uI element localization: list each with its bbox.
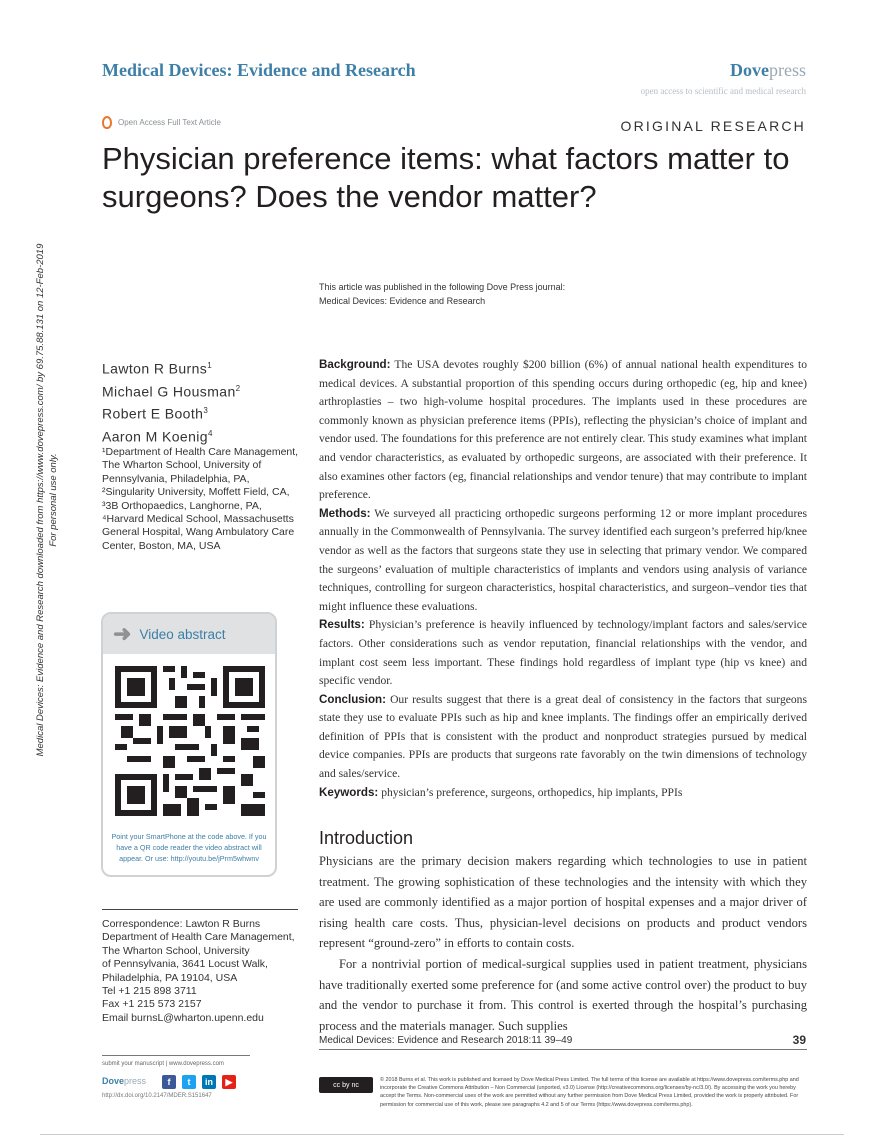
submit-link[interactable]: submit your manuscript | www.dovepress.com bbox=[102, 1061, 224, 1067]
author: Michael G Housman$^2$ bbox=[102, 383, 241, 400]
author: Aaron M Koenig$^4$ bbox=[102, 428, 213, 445]
correspondence bbox=[102, 918, 302, 1025]
publisher-name-a: Dove bbox=[730, 60, 769, 80]
article-type: ORIGINAL RESEARCH bbox=[620, 118, 806, 134]
article-title: Physician preference items: what factors matter to surgeons? Does the vendor matter? bbox=[102, 141, 790, 214]
correspondence-line: Tel +1 215 898 3711 bbox=[102, 985, 197, 998]
divider bbox=[319, 1049, 807, 1050]
author-list bbox=[102, 356, 241, 447]
divider bbox=[102, 909, 298, 910]
doi-link[interactable]: http://dx.doi.org/10.2147/MDER.S151647 bbox=[102, 1093, 212, 1099]
affiliations: ¹Department of Health Care Management, The Wharton School, University of Pennsylvania, Philadelphia, PA, ²Singularity University, Moffett Field, CA, ³3B Orthopaedics, Langhorne, PA, ⁴Harvard Medical School, Massachusetts General Hospital, Wang Ambulatory Care Center, Boston, MA, USA bbox=[102, 446, 299, 552]
linkedin-icon[interactable]: in bbox=[202, 1075, 216, 1089]
publisher-name-b: press bbox=[769, 60, 806, 80]
abstract-keywords: Keywords: physician’s preference, surgeons, orthopedics, hip implants, PPIs bbox=[319, 785, 683, 799]
youtube-icon[interactable]: ▶ bbox=[222, 1075, 236, 1089]
video-abstract-note: Point your SmartPhone at the code above. If you have a QR code reader the video abstract will appear. Or use: http://youtu.be/jPrm5whwnv bbox=[111, 832, 267, 863]
social-links bbox=[162, 1075, 236, 1089]
open-access-text: Open Access Full Text Article bbox=[118, 118, 222, 127]
footer-publisher-logo[interactable]: Dovepress bbox=[102, 1076, 147, 1086]
video-abstract-box[interactable] bbox=[101, 612, 277, 877]
correspondence-line: of Pennsylvania, 3641 Locust Walk, bbox=[102, 958, 268, 971]
correspondence-line: The Wharton School, University bbox=[102, 944, 250, 957]
paragraph: For a nontrivial portion of medical-surgical supplies used in patient treatment, physicians have traditionally exerted some preference for (and some active control over) the product to buy and the vendor to purchase it from. This control is exerted through the hospital’s purchasing process and the materials manager. Such supplies bbox=[319, 956, 807, 1033]
abstract-methods: Methods: We surveyed all practicing orthopedic surgeons performing 12 or more implant procedures annually in the Commonwealth of Pennsylvania. The survey identified each surgeon’s preferred hip/knee vendor as well as the factors that surgeons state they use in selecting that primary vendor. We compared the surgeons’ evaluation of multiple characteristics of implants and vendors using analysis of variance techniques, controlling for surgeon characteristics, hospital characteristics, and surgeon–vendor ties that might influence these evaluations. bbox=[319, 506, 807, 613]
publisher-logo[interactable] bbox=[730, 60, 806, 81]
publication-note bbox=[319, 280, 565, 308]
facebook-icon[interactable]: f bbox=[162, 1075, 176, 1089]
license-text: © 2018 Burns et al. This work is published and licensed by Dove Medical Press Limited. The full terms of this license are available at https://www.dovepress.com/terms.php and incorporate the Creative Commons Attribution – Non Commercial (unported, v3.0) License (http://creativecommons.org/licenses/by-nc/3.0/). By accessing the work you hereby accept the Terms. Non-commercial uses of the work are permitted without any further permission from Dove Medical Press Limited, provided the work is properly attributed. For permission for commercial use of this work, please see paragraphs 4.2 and 5 of our Terms (https://www.dovepress.com/terms.php). bbox=[380, 1077, 799, 1108]
introduction-text bbox=[319, 851, 807, 1036]
abstract bbox=[319, 356, 807, 802]
divider bbox=[40, 1134, 844, 1135]
video-abstract-title: Video abstract bbox=[139, 626, 226, 642]
open-access-label bbox=[102, 116, 221, 129]
qr-code-icon[interactable] bbox=[115, 666, 265, 816]
paragraph: Physicians are the primary decision makers regarding which technologies to use in patient treatment. The growing sophistication of these technologies and the intensity with which they are used are commonly identified as a major portion of hospital expenses and a major driver of rising health care costs. Thus, physician-level decisions on products and product vendors represent “ground-zero” in efforts to contain costs. bbox=[319, 854, 807, 951]
correspondence-line: Philadelphia, PA 19104, USA bbox=[102, 971, 238, 984]
abstract-background: Background: The USA devotes roughly $200 billion (6%) of annual national health expenditures to medical devices. A substantial proportion of this spending occurs during orthopedic (eg, hip and knee) arthroplasties – two high-volume hospital procedures. The implants used in these procedures are commonly known as physician preference items (PPIs), reflecting the physician’s choice of implant and vendor used. The foundations for this preference are not entirely clear. This study examines what implant and vendor characteristics, as evaluated by orthopedic surgeons, are associated with their preference. It also examines other factors (eg, financial relationships and vendor tenure) that may contribute to implant preference. bbox=[319, 358, 808, 502]
download-note-line1: Medical Devices: Evidence and Research downloaded from https://www.dovepress.com/ by 69.75.88.131 on 12-Feb-2019 bbox=[35, 243, 46, 757]
author: Lawton R Burns$^1$ bbox=[102, 360, 213, 377]
journal-name: Medical Devices: Evidence and Research bbox=[102, 60, 416, 80]
abstract-results: Results: Physician’s preference is heavily influenced by technology/implant factors and sales/service factors. Other considerations such as vendor reputation, financial relationships with the vendor, and implant cost seem less important. These findings hold regardless of implant type (hip vs knee) and specific vendor. bbox=[319, 618, 808, 688]
author: Robert E Booth$^3$ bbox=[102, 405, 209, 422]
download-note-line2: For personal use only. bbox=[48, 453, 59, 547]
publication-note-line1: This article was published in the following Dove Press journal: bbox=[319, 282, 566, 292]
download-note bbox=[34, 190, 66, 810]
correspondence-line: Department of Health Care Management, bbox=[102, 931, 295, 944]
correspondence-line: Fax +1 215 573 2157 bbox=[102, 998, 202, 1011]
open-access-icon bbox=[102, 116, 112, 129]
divider bbox=[102, 1055, 250, 1056]
cc-license-icon[interactable]: cc by nc bbox=[319, 1077, 373, 1093]
abstract-conclusion: Conclusion: Our results suggest that there is a great deal of consistency in the factors that surgeons state they use to evaluate PPIs such as hip and knee implants. The findings offer an empirically derived definition of PPIs that is consistent with the product and nonproduct strategies pursued by medical device companies. PPIs are products that surgeons rate favorably on the twin dimensions of technology and sales/service. bbox=[319, 692, 807, 781]
section-heading: Introduction bbox=[319, 828, 414, 848]
video-abstract-header[interactable] bbox=[103, 614, 275, 654]
correspondence-email[interactable]: Email burnsL@wharton.upenn.edu bbox=[102, 1011, 264, 1024]
page-number: 39 bbox=[792, 1033, 806, 1047]
twitter-icon[interactable]: t bbox=[182, 1075, 196, 1089]
arrow-right-icon: ➜ bbox=[113, 621, 132, 646]
correspondence-line: Correspondence: Lawton R Burns bbox=[102, 918, 261, 930]
publisher-tagline: open access to scientific and medical research bbox=[640, 86, 806, 96]
citation-line: Medical Devices: Evidence and Research 2018:11 39–49 bbox=[319, 1035, 573, 1046]
publication-note-line2: Medical Devices: Evidence and Research bbox=[319, 296, 486, 306]
